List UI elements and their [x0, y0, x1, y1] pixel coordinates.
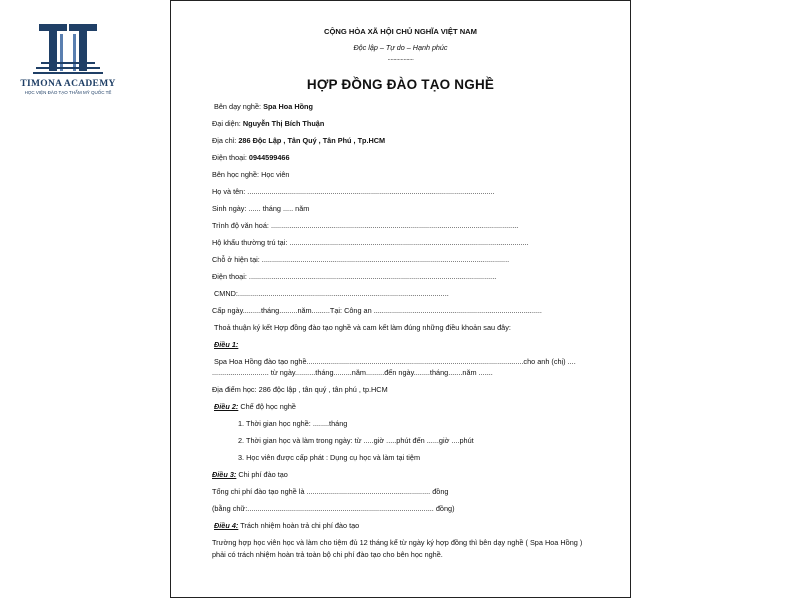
- motto: Độc lập – Tự do – Hạnh phúc: [353, 43, 448, 52]
- id-line: CMND:........................................................................................................: [214, 289, 449, 298]
- logo-subtitle: HỌC VIỆN ĐÀO TẠO THẨM MỸ QUỐC TẾ: [24, 90, 112, 95]
- article-2-item-2: 2. Thời gian học và làm trong ngày: từ .....giờ .....phút đến ......giờ ....phút: [238, 436, 474, 445]
- logo-name: TIMONA ACADEMY: [20, 79, 116, 89]
- article-4-para2: phải có trách nhiệm hoàn trả toàn bộ chi phí đào tạo cho bên học nghề.: [212, 550, 443, 559]
- document-page: [170, 0, 631, 598]
- education-line: Trình độ văn hoá: ..........................................................................................................................: [212, 221, 519, 230]
- address-line: [212, 136, 385, 145]
- timona-logo: [18, 22, 118, 95]
- separator: ..................: [387, 55, 414, 62]
- rep-line: [212, 119, 324, 128]
- address-value: 286 Độc Lập , Tân Quý , Tân Phú , Tp.HCM: [238, 136, 386, 145]
- location-label: Địa điểm học:: [212, 385, 257, 394]
- teacher-label: Bên dạy nghề:: [214, 102, 262, 111]
- article-2-line: [214, 402, 296, 411]
- phone-label: Điện thoại:: [212, 153, 247, 162]
- rep-value: Nguyễn Thị Bích Thuận: [242, 119, 325, 128]
- timona-logo-icon: [33, 22, 103, 76]
- article-3-text: Chi phí đào tạo: [238, 470, 288, 479]
- article-3-line: [212, 470, 288, 479]
- article-2-text: Chế độ học nghề: [240, 402, 296, 411]
- article-1-line2: ............................ từ ngày..........tháng.........năm.........đến ngày........tháng.......năm .......: [212, 368, 493, 377]
- nation-heading: CỘNG HÒA XÃ HỘI CHỦ NGHĨA VIỆT NAM: [323, 27, 477, 36]
- article-2-label: Điều 2:: [214, 402, 239, 411]
- teacher-line: [214, 102, 313, 111]
- article-4-label: Điều 4:: [214, 521, 239, 530]
- phone-value: 0944599466: [248, 153, 290, 162]
- article-4-line: [214, 521, 359, 530]
- name-line: Họ và tên: ..........................................................................................................................: [212, 187, 495, 196]
- agreement-line: Thoả thuận ký kết Hợp đồng đào tạo nghề và cam kết làm đúng những điều khoản sau đây:: [214, 323, 511, 332]
- location-line: [212, 385, 388, 394]
- article-1-line1: Spa Hoa Hồng đào tạo nghề...........................................................................................................cho anh (chị) ....: [214, 357, 576, 366]
- residence-line: Chỗ ở hiện tại: ..........................................................................................................................: [212, 255, 510, 264]
- phone2-line: Điện thoại: ..........................................................................................................................: [212, 272, 497, 281]
- article-4-para1: Trường hợp học viên học và làm cho tiệm đủ 12 tháng kể từ ngày ký hợp đồng thì bên dạy nghề ( Spa Hoa Hồng ): [212, 538, 583, 547]
- phone-line: [212, 153, 290, 162]
- address-label: Địa chỉ:: [212, 136, 237, 145]
- article-1-title: Điều 1:: [214, 340, 239, 349]
- document-title: HỢP ĐỒNG ĐÀO TẠO NGHỀ: [306, 77, 495, 92]
- article-3-words: (bằng chữ:............................................................................................ đồng): [212, 504, 455, 513]
- learner-line: Bên học nghề: Học viên: [212, 170, 290, 179]
- dob-line: Sinh ngày: ...... tháng ..... năm: [212, 204, 310, 213]
- article-4-text: Trách nhiệm hoàn trả chi phí đào tạo: [240, 521, 360, 530]
- issue-line: Cấp ngày.........tháng.........năm.........Tại: Công an ...................................................................................: [212, 306, 542, 315]
- article-2-item-1: 1. Thời gian học nghề: ........tháng: [238, 419, 348, 428]
- household-line: Hộ khẩu thường trú tại: ......................................................................................................................: [212, 238, 529, 247]
- article-2-item-3: 3. Học viên được cấp phát : Dụng cụ học và làm tại tiệm: [238, 453, 421, 462]
- location-value: 286 độc lập , tân quý , tân phú , tp.HCM: [258, 385, 388, 394]
- teacher-value: Spa Hoa Hồng: [263, 102, 313, 111]
- article-3-total: Tổng chi phí đào tạo nghề là ............................................................. đồng: [212, 487, 449, 496]
- document-body: [171, 1, 630, 597]
- article-3-label: Điều 3:: [212, 470, 237, 479]
- rep-label: Đại diện:: [212, 119, 241, 128]
